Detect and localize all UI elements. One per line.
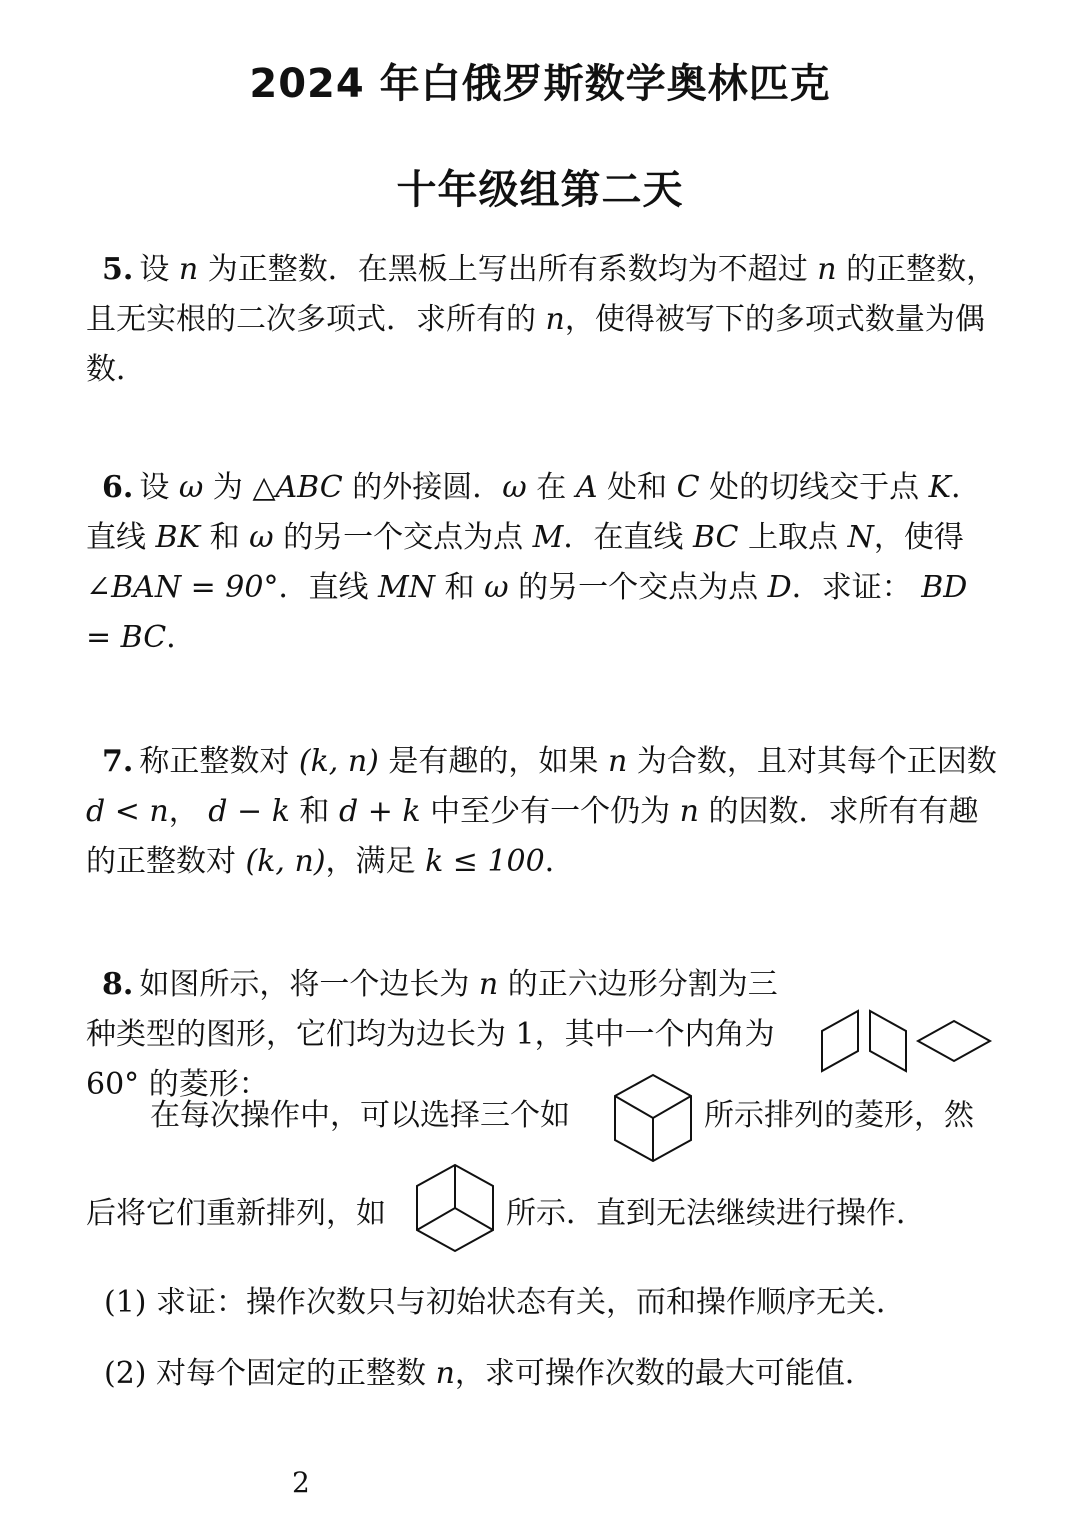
problem-5 <box>86 245 998 395</box>
text: ．直线 <box>278 570 369 605</box>
problem-6 <box>86 463 998 663</box>
text: 的另一个交点为点 <box>283 520 524 555</box>
rhombus-types-figure <box>818 1005 998 1075</box>
problem-8-line-4b: 所示．直到无法继续进行操作． <box>506 1196 926 1231</box>
text: 是有趣的，如果 <box>388 744 599 779</box>
math-omega: ω <box>502 470 527 505</box>
text: 处的切线交于点 <box>709 470 920 505</box>
problem-8-line-3a: 在每次操作中，可以选择三个如 <box>150 1098 570 1133</box>
math-difference: d − k <box>208 794 290 829</box>
text: 和 <box>209 520 240 555</box>
math-condition: k ≤ 100 <box>425 844 545 879</box>
problem-8-part-2 <box>104 1348 875 1392</box>
text: 上取点 <box>748 520 839 555</box>
math-n: n <box>178 252 199 287</box>
text: 的外接圆． <box>352 470 503 505</box>
math-n: n <box>607 744 628 779</box>
problem-number: 5. <box>102 252 134 287</box>
math-BK: BK <box>155 520 201 555</box>
text: (2) 对每个固定的正整数 <box>104 1356 427 1391</box>
text: ．在直线 <box>563 520 684 555</box>
problem-8-part-1: (1) 求证：操作次数只与初始状态有关，而和操作顺序无关． <box>104 1285 907 1320</box>
math-BC: BC <box>692 520 739 555</box>
math-angle: ∠BAN = 90° <box>86 570 279 605</box>
math-C: C <box>676 470 700 505</box>
math-triangle: △ABC <box>252 470 343 505</box>
problem-8-line-3b: 所示排列的菱形，然 <box>704 1098 974 1133</box>
text: 为正整数．在黑板上写出所有系数均为不超过 <box>207 252 808 287</box>
text: 和 <box>299 794 330 829</box>
text: ．直线 <box>86 470 982 555</box>
text: ，使得 <box>873 520 964 555</box>
math-N: N <box>847 520 874 555</box>
math-K: K <box>928 470 952 505</box>
problem-7 <box>86 737 998 887</box>
text: ， <box>168 794 199 829</box>
page-title: 2024 年白俄罗斯数学奥林匹克 <box>249 61 831 107</box>
problem-number: 6. <box>102 470 134 505</box>
math-omega: ω <box>484 570 509 605</box>
page-subtitle: 十年级组第二天 <box>396 167 684 213</box>
math-omega: ω <box>249 520 274 555</box>
text: 如图所示，将一个边长为 <box>139 967 470 1002</box>
math-n: n <box>817 252 837 287</box>
math-M: M <box>532 520 564 555</box>
math-D: D <box>767 570 792 605</box>
text: 在 <box>536 470 567 505</box>
text: 为 <box>212 470 243 505</box>
math-n: n <box>679 794 699 829</box>
math-n: n <box>478 967 499 1002</box>
math-sum: d + k <box>338 794 421 829</box>
text: 为合数，且对其每个正因数 <box>636 744 997 779</box>
math-pair: (k, n) <box>245 844 326 879</box>
math-equation: BD = BC <box>86 570 968 655</box>
text: ，满足 <box>325 844 416 879</box>
problem-number: 7. <box>102 744 134 779</box>
text: ． <box>166 620 197 655</box>
text: 处和 <box>607 470 668 505</box>
text: 设 <box>139 470 170 505</box>
text: ．求证： <box>791 570 912 605</box>
problem-8-line-4a: 后将它们重新排列，如 <box>86 1196 386 1231</box>
text: 设 <box>139 252 170 287</box>
cube-figure-before <box>608 1070 698 1165</box>
text: 称正整数对 <box>139 744 290 779</box>
math-A: A <box>575 470 598 505</box>
math-omega: ω <box>178 470 204 505</box>
text: 中至少有一个仍为 <box>430 794 671 829</box>
problem-8 <box>86 960 806 1102</box>
text: 的正整数，且无实根的二次多项式．求所有的 <box>86 252 997 337</box>
text: ． <box>544 844 575 879</box>
math-pair: (k, n) <box>298 744 379 779</box>
text: 的正六边形分割为三种类型的图形，它们均为边长为 1，其中一个内角为 60° 的菱形： <box>86 967 778 1102</box>
math-inequality: d < n <box>86 794 169 829</box>
text: ，使得被写下的多项式数量为偶数． <box>86 302 985 387</box>
cube-figure-after <box>410 1160 500 1255</box>
text: 的另一个交点为点 <box>518 570 759 605</box>
math-n: n <box>545 302 565 337</box>
text: 和 <box>444 570 475 605</box>
problem-number: 8. <box>102 967 134 1002</box>
page-number: 2 <box>292 1466 310 1499</box>
math-MN: MN <box>378 570 435 605</box>
text: 的因数．求所有有趣的正整数对 <box>86 794 979 879</box>
math-n: n <box>435 1356 455 1391</box>
text: ，求可操作次数的最大可能值． <box>454 1356 875 1391</box>
